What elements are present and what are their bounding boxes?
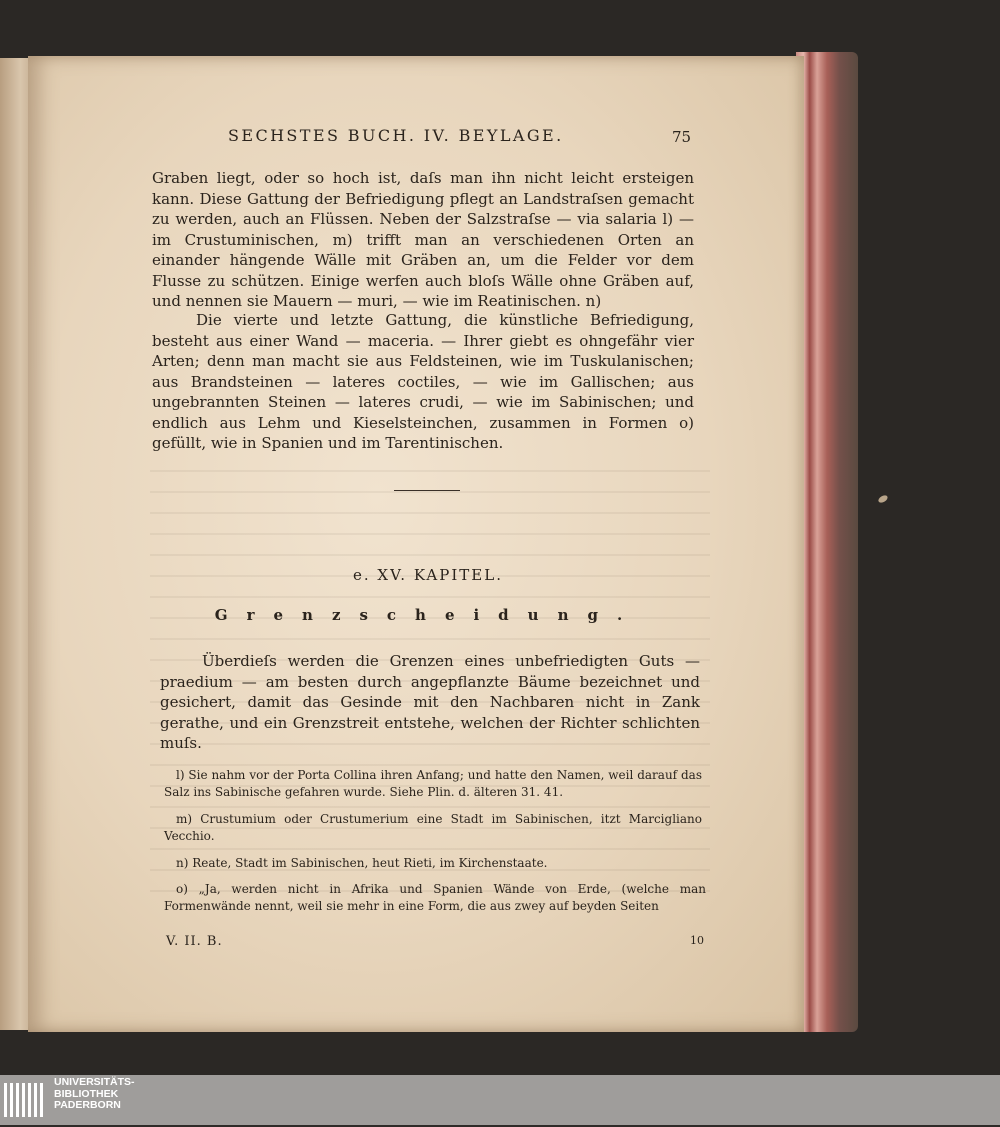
section-divider (394, 490, 460, 491)
sheet-number: 10 (690, 934, 704, 947)
paper-speck (877, 494, 889, 504)
paragraph-3: Überdieſs werden die Grenzen eines unbefriedigten Guts — praedium — am besten durch angepflanzte Bäume bezeichnet und gesichert, damit das Gesinde mit den Nachbaren nicht in Zank gerathe, und ein Grenzstreit entstehe, welchen der Richter schlichten muſs. (160, 652, 700, 752)
library-logo-icon (0, 1077, 50, 1123)
library-name-line-3: PADERBORN (54, 1099, 121, 1111)
library-footer-bar (0, 1075, 1000, 1125)
paragraph-1: Graben liegt, oder so hoch ist, daſs man ihn nicht leicht ersteigen kann. Diese Gattung der Befriedigung pflegt an Landstraſsen gemacht zu werden, auch an Flüssen. Neben der Salzstraſse — via salaria l) — im Crustuminischen, m) trifft man an verschiedenen Orten an einander hängende Wälle mit Gräben an, um die Felder vor dem Flusse zu schützen. Einige werfen auch bloſs Wälle ohne Gräben auf, und nennen sie Mauern — muri, — wie im Reatinischen. n) (152, 169, 694, 310)
library-name-line-2: BIBLIOTHEK (54, 1087, 119, 1100)
library-name-line-1: UNIVERSITÄTS- (54, 1076, 135, 1088)
page-fore-edge (796, 52, 858, 1032)
footnote-l: l) Sie nahm vor der Porta Collina ihren Anfang; und hatte den Namen, weil darauf das Salz ins Sabinische gefahren wurde. Siehe Plin. d. älteren 31. 41. (164, 768, 702, 799)
chapter-heading: e. XV. KAPITEL. (353, 566, 503, 584)
page-number: 75 (672, 128, 692, 146)
running-head: SECHSTES BUCH. IV. BEYLAGE. (228, 126, 564, 145)
signature-mark: V. II. B. (166, 934, 223, 949)
footnote-n: n) Reate, Stadt im Sabinischen, heut Rieti, im Kirchenstaate. (176, 856, 548, 870)
footnote-o: o) „Ja, werden nicht in Afrika und Spanien Wände von Erde, (welche man Formenwände nennt, weil sie mehr in eine Form, die aus zwey auf beyden Seiten (164, 882, 706, 913)
footnote-m: m) Crustumium oder Crustumerium eine Stadt im Sabinischen, itzt Marcigliano Vecchio. (164, 812, 702, 843)
library-name (54, 1077, 135, 1112)
chapter-subtitle: Grenzscheidung. (214, 606, 642, 624)
paragraph-2: Die vierte und letzte Gattung, die künstliche Befriedigung, besteht aus einer Wand — maceria. — Ihrer giebt es ohngefähr vier Arten; denn man macht sie aus Feldsteinen, wie im Tuskulanischen; aus Brandsteinen — lateres coctiles, — wie im Gallischen; aus ungebrannten Steinen — lateres crudi, — wie im Sabinischen; und endlich aus Lehm und Kieselsteinchen, zusammen in Formen o) gefüllt, wie in Spanien und im Tarentinischen. (152, 311, 694, 452)
